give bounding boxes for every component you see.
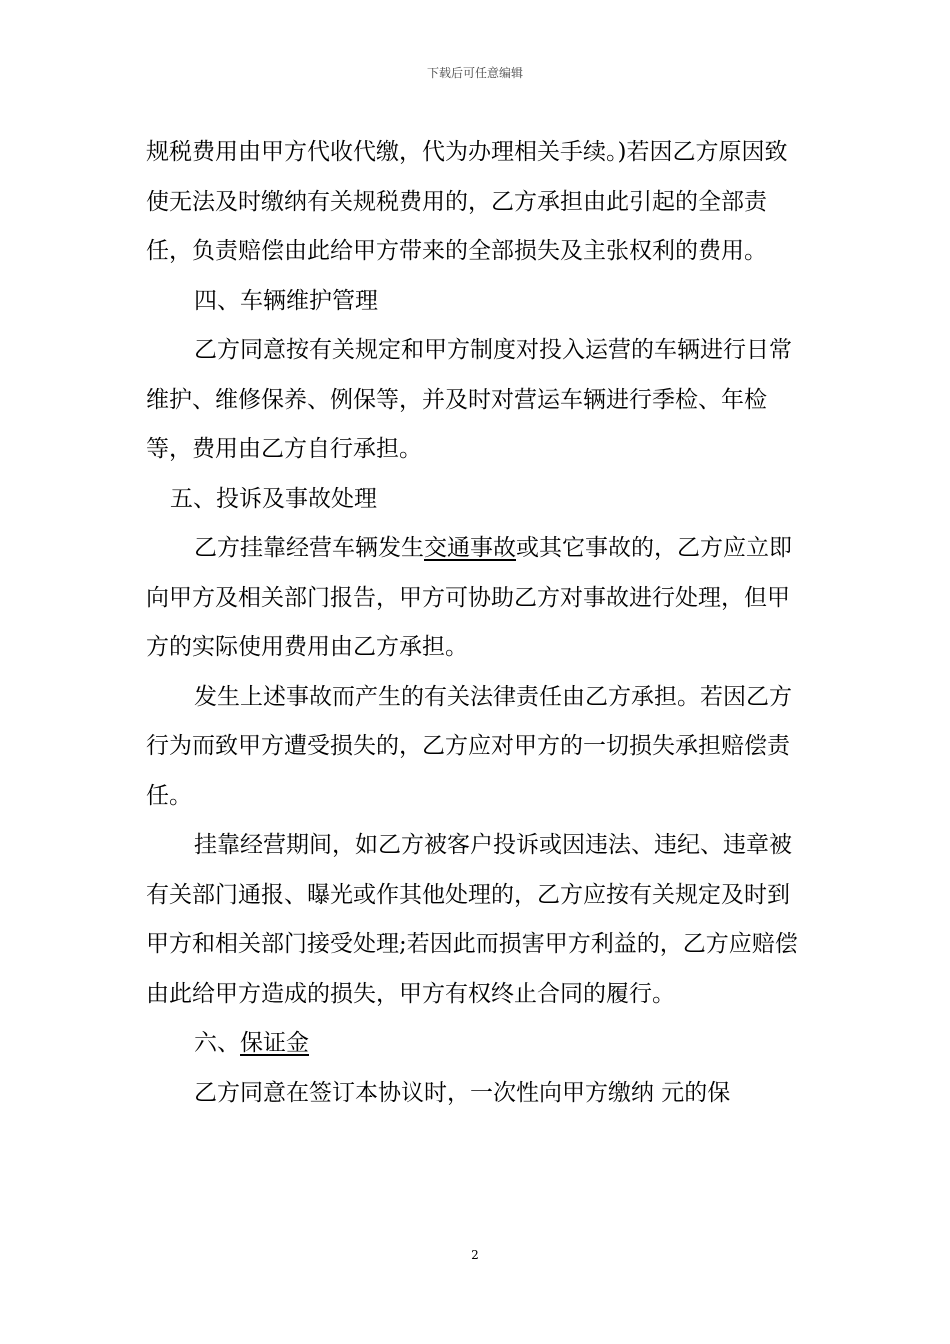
traffic-accident-link[interactable]: 交通事故 <box>424 535 516 561</box>
paragraph-maintenance: 乙方同意按有关规定和甲方制度对投入运营的车辆进行日常维护、维修保养、例保等，并及时对营运车辆进行季检、年检等，费用由乙方自行承担。 <box>146 337 792 462</box>
section-number: 六、 <box>194 1030 240 1056</box>
paragraph-accident-report-start: 乙方挂靠经营车辆发生 <box>194 535 424 561</box>
section-heading-complaints-accidents: 五、投诉及事故处理 <box>170 485 377 512</box>
paragraph-deposit: 乙方同意在签订本协议时，一次性向甲方缴纳 元的保 <box>194 1079 731 1106</box>
paragraph-accident-report <box>146 524 806 673</box>
paragraph-complaints: 挂靠经营期间，如乙方被客户投诉或因违法、违纪、违章被有关部门通报、曝光或作其他处理的，乙方应按有关规定及时到甲方和相关部门接受处理;若因此而损害甲方利益的，乙方应赔偿由此给甲方造成的损失，甲方有权终止合同的履行。 <box>146 832 798 1007</box>
page-header: 下载后可任意编辑 <box>426 66 523 80</box>
paragraph-accident-report-end: 或其它事故的，乙方应立即向甲方及相关部门报告，甲方可协助乙方对事故进行处理，但甲方的实际使用费用由乙方承担。 <box>146 535 792 660</box>
page-number: 2 <box>471 1248 479 1262</box>
section-heading-vehicle-maintenance: 四、车辆维护管理 <box>194 287 378 314</box>
deposit-link[interactable]: 保证金 <box>240 1030 309 1056</box>
section-heading-deposit <box>146 1019 806 1069</box>
paragraph-tax: 规税费用由甲方代收代缴，代为办理相关手续。)若因乙方原因致使无法及时缴纳有关规税费用的，乙方承担由此引起的全部责任，负责赔偿由此给甲方带来的全部损失及主张权利的费用。 <box>146 139 788 264</box>
document-body <box>146 128 806 1118</box>
paragraph-legal-liability: 发生上述事故而产生的有关法律责任由乙方承担。若因乙方行为而致甲方遭受损失的，乙方应对甲方的一切损失承担赔偿责任。 <box>146 683 792 809</box>
